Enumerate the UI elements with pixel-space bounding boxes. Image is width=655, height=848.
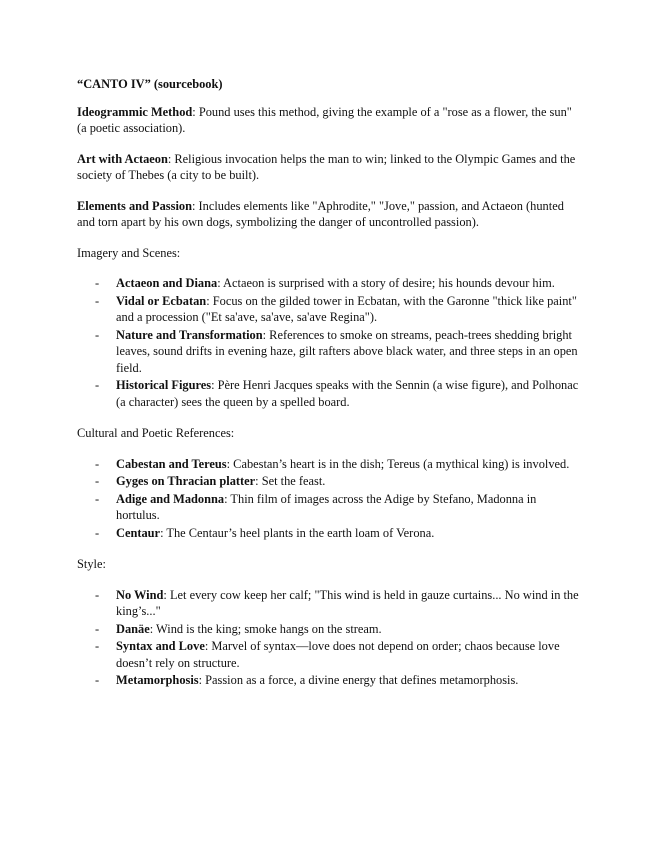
list-style (77, 587, 579, 689)
item-text: : The Centaur’s heel plants in the earth loam of Verona. (160, 525, 435, 540)
list-item (77, 587, 579, 620)
paragraph-ideogrammic-method (77, 104, 579, 137)
bullet-dash: - (95, 621, 100, 636)
list-item (77, 377, 579, 410)
paragraph-term: Ideogrammic Method (77, 104, 193, 119)
item-text: : Cabestan’s heart is in the dish; Tereus (a mythical king) is involved. (226, 456, 570, 471)
item-text: : Thin film of images across the Adige by Stefano, Madonna in hortulus. (116, 491, 537, 522)
bullet-dash: - (95, 639, 100, 653)
list-item (77, 275, 579, 292)
paragraph-text: : Pound uses this method, giving the example of a "rose as a flower, the sun" (a poetic association). (77, 104, 572, 135)
document-title: “CANTO IV” (sourcebook) (77, 77, 223, 91)
item-term: Metamorphosis (116, 673, 199, 687)
list-cultural (77, 456, 579, 542)
item-term: Nature and Transformation (116, 327, 263, 342)
item-text: : Passion as a force, a divine energy that defines metamorphosis. (198, 673, 519, 687)
list-item (77, 293, 579, 326)
list-item (77, 327, 579, 377)
paragraph-art-with-actaeon (77, 151, 579, 184)
paragraph-term: Art with Actaeon (77, 151, 168, 166)
paragraph-elements-and-passion (77, 198, 579, 231)
item-term: Actaeon and Diana (116, 276, 218, 290)
paragraph-text: : Religious invocation helps the man to win; linked to the Olympic Games and the society of Thebes (a city to be built). (77, 151, 576, 182)
item-text: : Focus on the gilded tower in Ecbatan, with the Garonne "thick like paint" and a procession ("Et sa'ave, sa'ave, sa'ave Regina"). (116, 293, 577, 324)
bullet-dash: - (95, 474, 100, 488)
list-item (77, 473, 579, 490)
bullet-dash: - (95, 327, 100, 342)
bullet-dash: - (95, 293, 100, 308)
item-term: Historical Figures (116, 378, 212, 392)
paragraph-term: Elements and Passion (77, 198, 192, 213)
item-term: Cabestan and Tereus (116, 456, 227, 471)
item-text: : Set the feast. (255, 474, 326, 488)
bullet-dash: - (95, 491, 100, 506)
bullet-dash: - (95, 525, 100, 540)
list-item (77, 621, 579, 638)
list-imagery (77, 275, 579, 410)
item-text: : Actaeon is surprised with a story of desire; his hounds devour him. (217, 276, 555, 290)
item-text: : References to smoke on streams, peach-trees shedding bright leaves, sound drifts in evening haze, gilt rafters above black water, and three steps in an open field. (116, 327, 578, 375)
list-item (77, 525, 579, 542)
list-item (77, 456, 579, 473)
section-label-cultural: Cultural and Poetic References: (77, 426, 235, 440)
item-term: No Wind (116, 587, 164, 602)
item-term: Gyges on Thracian platter (116, 474, 256, 488)
item-term: Vidal or Ecbatan (116, 293, 207, 308)
bullet-dash: - (95, 276, 100, 290)
item-text: : Père Henri Jacques speaks with the Sennin (a wise figure), and Polhonac (a character) sees the queen by a spelled board. (116, 378, 579, 409)
list-item (77, 672, 579, 689)
bullet-dash: - (95, 456, 100, 471)
bullet-dash: - (95, 587, 100, 602)
item-term: Centaur (116, 525, 161, 540)
section-label-style: Style: (77, 557, 106, 571)
section-label-imagery: Imagery and Scenes: (77, 245, 181, 260)
item-text: : Wind is the king; smoke hangs on the stream. (149, 621, 382, 636)
paragraph-text: : Includes elements like "Aphrodite," "Jove," passion, and Actaeon (hunted and torn apart by his own dogs, symbolizing the danger of uncontrolled passion). (77, 198, 564, 229)
list-item (77, 638, 579, 671)
list-item (77, 491, 579, 524)
item-term: Danäe (116, 621, 150, 636)
item-text: : Let every cow keep her calf; "This wind is held in gauze curtains... No wind in the king’s..." (116, 587, 579, 618)
item-term: Syntax and Love (116, 639, 205, 653)
item-text: : Marvel of syntax—love does not depend on order; chaos because love doesn’t rely on structure. (116, 639, 560, 670)
item-term: Adige and Madonna (116, 491, 225, 506)
bullet-dash: - (95, 378, 100, 392)
bullet-dash: - (95, 673, 100, 687)
